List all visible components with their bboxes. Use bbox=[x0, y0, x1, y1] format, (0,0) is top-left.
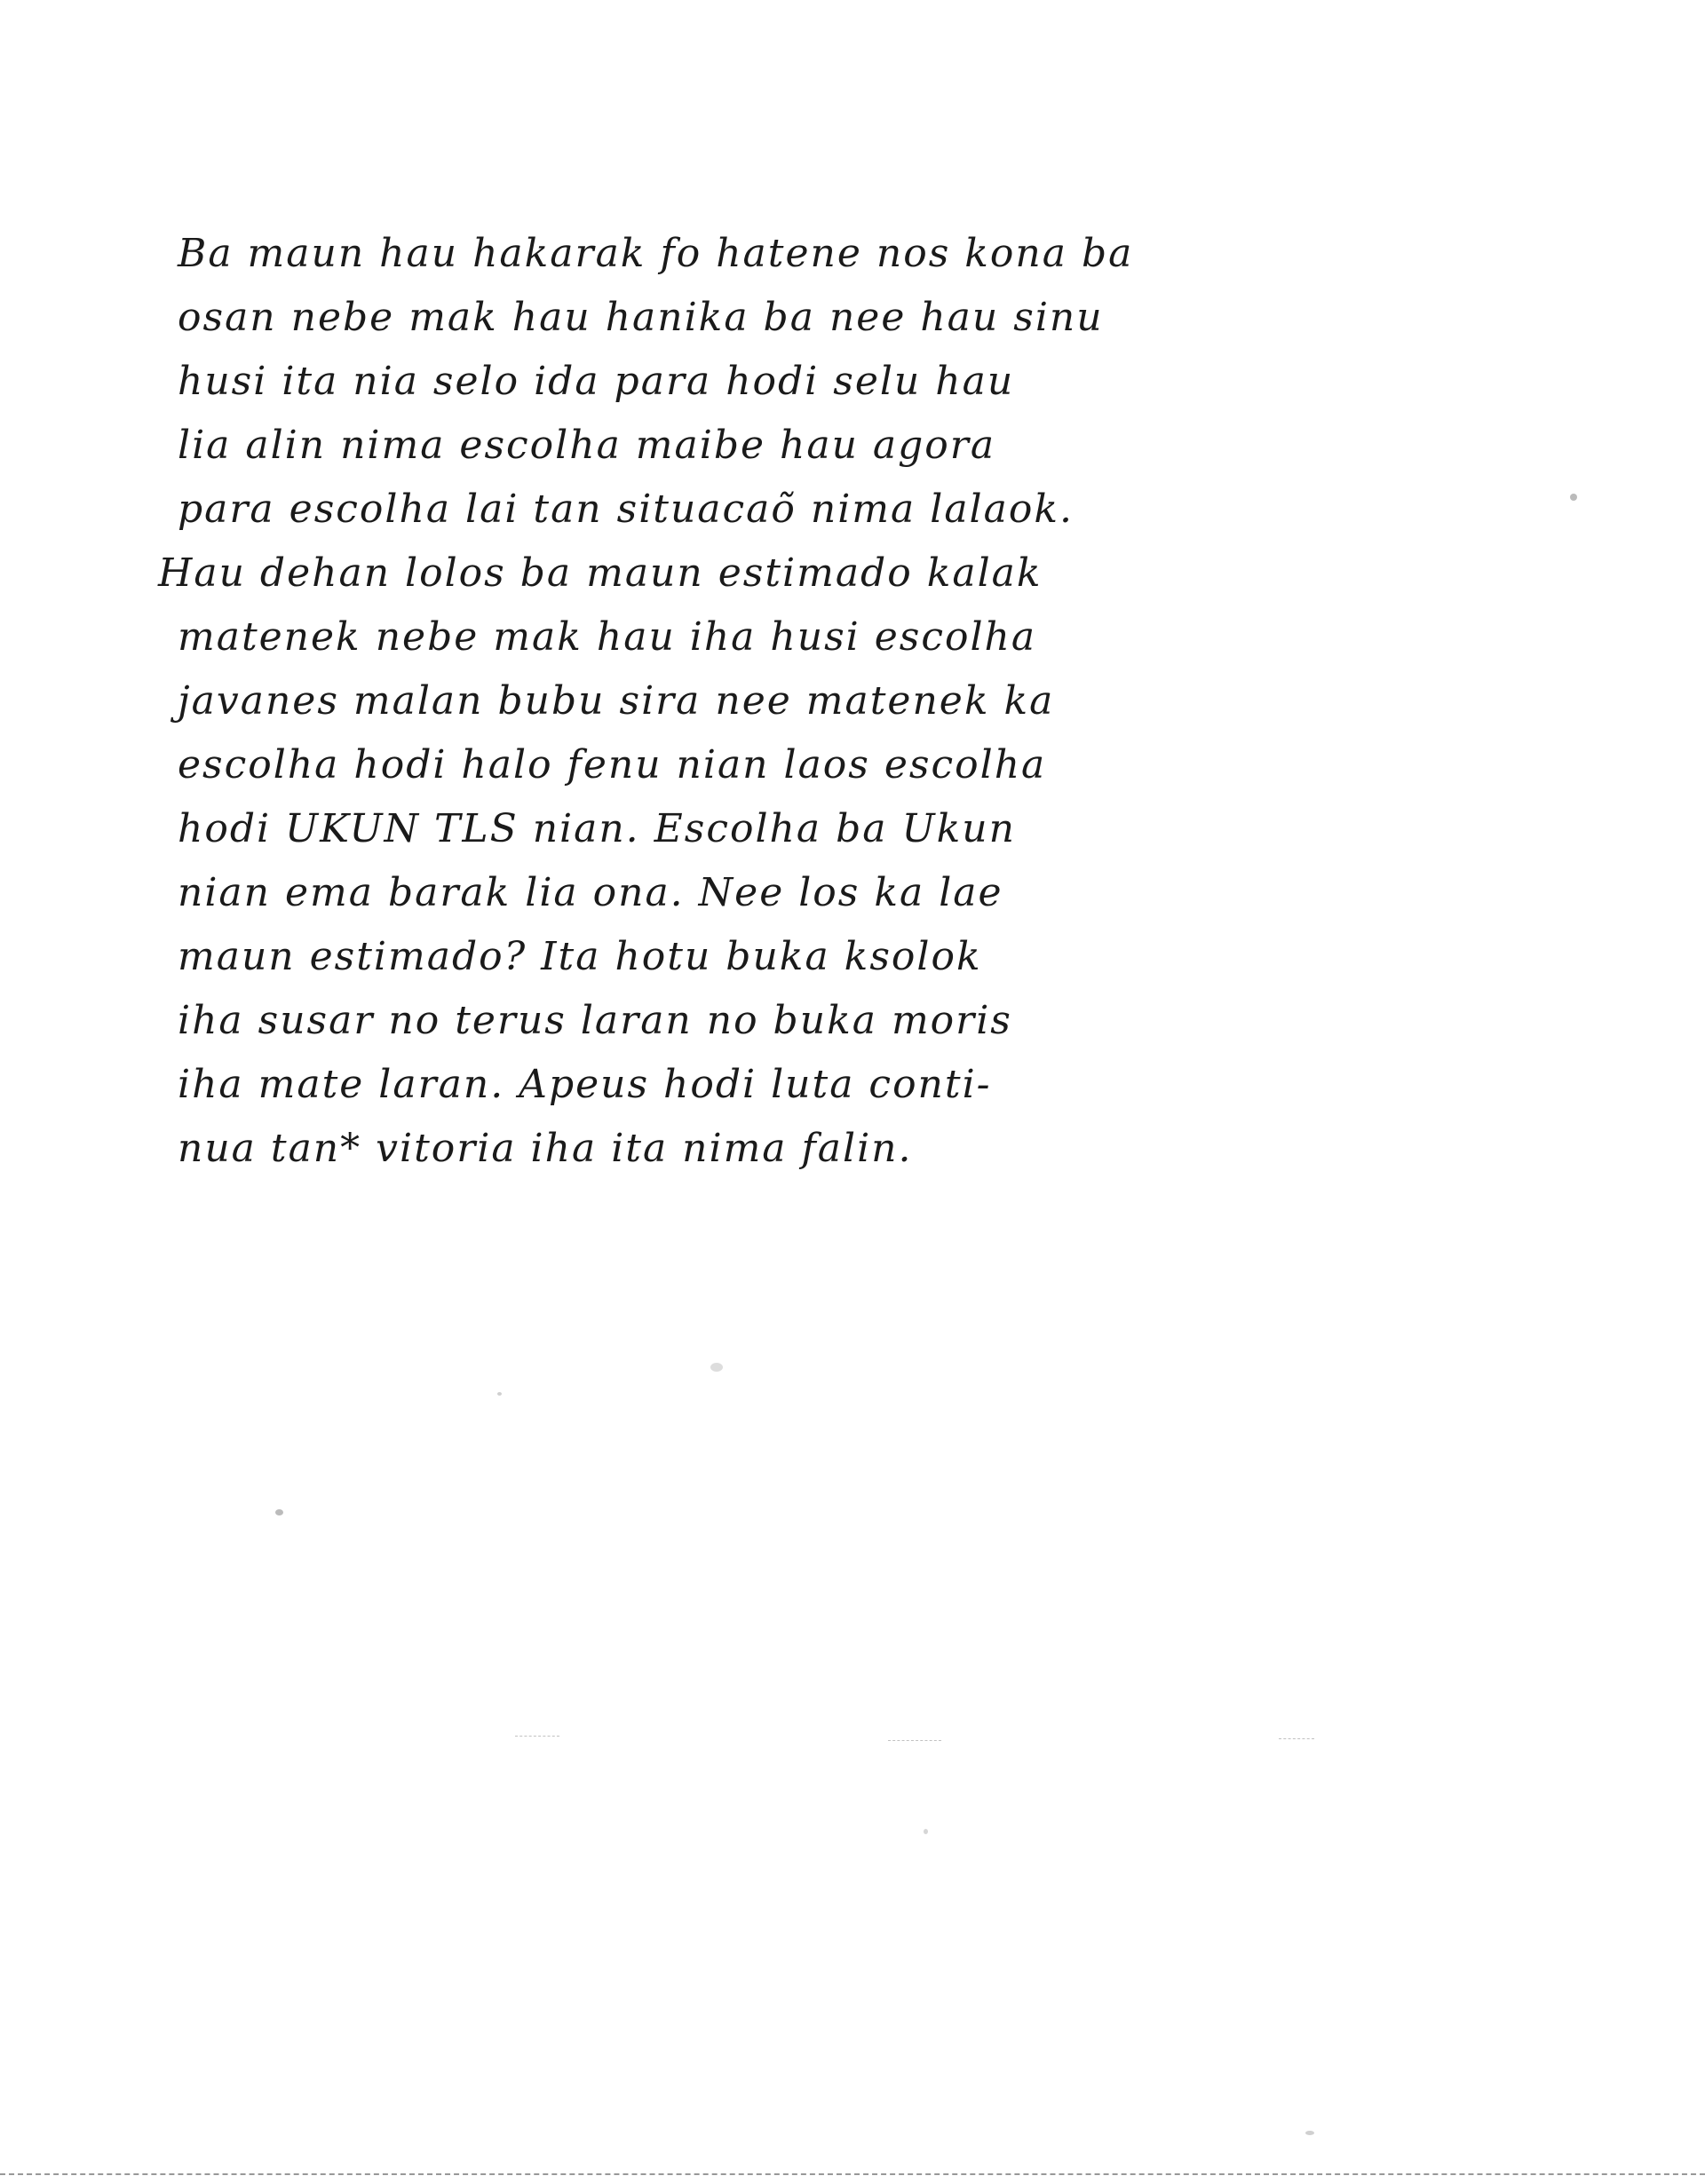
handwritten-line: matenek nebe mak hau iha husi escolha bbox=[178, 614, 1037, 660]
scan-speck bbox=[924, 1829, 928, 1834]
handwritten-line: javanes malan bubu sira nee matenek ka bbox=[178, 678, 1055, 724]
scan-speck bbox=[275, 1509, 283, 1515]
handwritten-line: lia alin nima escolha maibe hau agora bbox=[178, 423, 996, 468]
handwritten-line: husi ita nia selo ida para hodi selu hau bbox=[178, 359, 1015, 404]
page-edge-line bbox=[0, 2173, 1705, 2175]
handwritten-line: Hau dehan lolos ba maun estimado kalak bbox=[158, 550, 1043, 596]
scan-speck bbox=[710, 1363, 723, 1372]
handwritten-line: escolha hodi halo fenu nian laos escolha bbox=[178, 742, 1047, 787]
handwritten-letter bbox=[158, 222, 1563, 1181]
handwritten-line: iha mate laran. Apeus hodi luta conti- bbox=[178, 1062, 992, 1107]
handwritten-line: osan nebe mak hau hanika ba nee hau sinu bbox=[178, 295, 1104, 340]
scan-mark bbox=[888, 1740, 941, 1741]
handwritten-line: hodi UKUN TLS nian. Escolha ba Ukun bbox=[178, 806, 1016, 851]
scan-speck bbox=[1305, 2131, 1314, 2135]
handwritten-line: para escolha lai tan situacaõ nima lalaok. bbox=[178, 487, 1074, 532]
handwritten-line: nua tan* vitoria iha ita nima falin. bbox=[178, 1126, 913, 1171]
handwritten-line: maun estimado? Ita hotu buka ksolok bbox=[178, 934, 982, 979]
scan-mark bbox=[1279, 1738, 1314, 1739]
scan-mark bbox=[515, 1736, 559, 1737]
handwritten-line: nian ema barak lia ona. Nee los ka lae bbox=[178, 870, 1003, 915]
handwritten-line: Ba maun hau hakarak fo hatene nos kona ba bbox=[178, 231, 1134, 276]
scan-speck bbox=[1570, 494, 1577, 501]
scan-speck bbox=[497, 1392, 502, 1396]
handwritten-line: iha susar no terus laran no buka moris bbox=[178, 998, 1012, 1043]
